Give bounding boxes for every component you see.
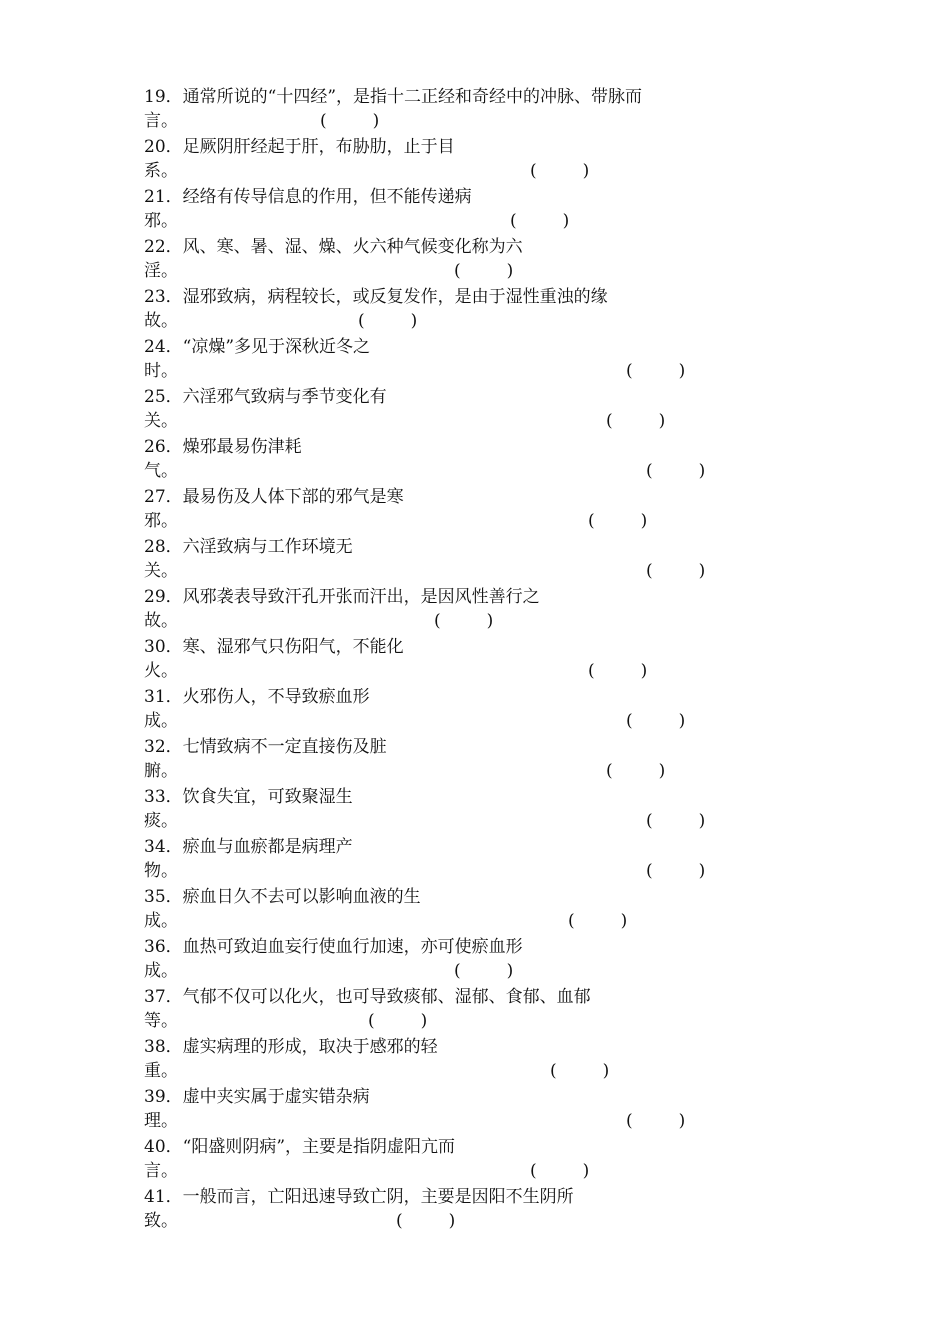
question-text: 23．湿邪致病，病程较长，或反复发作，是由于湿性重浊的缘 [144, 287, 608, 307]
answer-blank[interactable]: ( ) [626, 1111, 686, 1131]
question-40 [144, 1136, 744, 1186]
answer-blank[interactable]: ( ) [320, 111, 380, 131]
answer-blank[interactable]: ( ) [454, 261, 514, 281]
answer-blank[interactable]: ( ) [588, 511, 648, 531]
question-text: 38．虚实病理的形成，取决于感邪的轻 [144, 1037, 438, 1057]
question-26 [144, 436, 744, 486]
question-text: 40．“阳盛则阴病”，主要是指阴虚阳亢而 [144, 1137, 456, 1157]
answer-blank[interactable]: ( ) [358, 311, 418, 331]
question-tail: 时。 [144, 361, 178, 381]
question-tail: 关。 [144, 411, 178, 431]
question-21 [144, 186, 744, 236]
question-text: 20．足厥阴肝经起于肝，布胁肋，止于目 [144, 137, 455, 157]
question-41 [144, 1186, 744, 1236]
answer-blank[interactable]: ( ) [530, 1161, 590, 1181]
question-20 [144, 136, 744, 186]
question-text: 22．风、寒、暑、湿、燥、火六种气候变化称为六 [144, 237, 523, 257]
question-tail: 理。 [144, 1111, 178, 1131]
question-tail: 关。 [144, 561, 178, 581]
question-31 [144, 686, 744, 736]
answer-blank[interactable]: ( ) [626, 361, 686, 381]
question-28 [144, 536, 744, 586]
question-24 [144, 336, 744, 386]
question-text: 25．六淫邪气致病与季节变化有 [144, 387, 387, 407]
question-38 [144, 1036, 744, 1086]
question-tail: 腑。 [144, 761, 178, 781]
question-text: 26．燥邪最易伤津耗 [144, 437, 302, 457]
answer-blank[interactable]: ( ) [396, 1211, 456, 1231]
question-tail: 火。 [144, 661, 178, 681]
question-text: 28．六淫致病与工作环境无 [144, 537, 353, 557]
question-text: 34．瘀血与血瘀都是病理产 [144, 837, 353, 857]
question-tail: 故。 [144, 311, 178, 331]
question-25 [144, 386, 744, 436]
question-33 [144, 786, 744, 836]
question-text: 30．寒、湿邪气只伤阳气，不能化 [144, 637, 404, 657]
question-text: 33．饮食失宜，可致聚湿生 [144, 787, 353, 807]
question-34 [144, 836, 744, 886]
question-tail: 等。 [144, 1011, 178, 1031]
question-tail: 系。 [144, 161, 178, 181]
answer-blank[interactable]: ( ) [626, 711, 686, 731]
question-tail: 成。 [144, 911, 178, 931]
question-tail: 故。 [144, 611, 178, 631]
answer-blank[interactable]: ( ) [510, 211, 570, 231]
question-22 [144, 236, 744, 286]
answer-blank[interactable]: ( ) [368, 1011, 428, 1031]
answer-blank[interactable]: ( ) [550, 1061, 610, 1081]
answer-blank[interactable]: ( ) [588, 661, 648, 681]
question-text: 21．经络有传导信息的作用，但不能传递病 [144, 187, 472, 207]
question-tail: 致。 [144, 1211, 178, 1231]
answer-blank[interactable]: ( ) [434, 611, 494, 631]
answer-blank[interactable]: ( ) [646, 461, 706, 481]
question-tail: 痰。 [144, 811, 178, 831]
answer-blank[interactable]: ( ) [530, 161, 590, 181]
answer-blank[interactable]: ( ) [454, 961, 514, 981]
question-text: 29．风邪袭表导致汗孔开张而汗出，是因风性善行之 [144, 587, 540, 607]
answer-blank[interactable]: ( ) [646, 861, 706, 881]
question-32 [144, 736, 744, 786]
question-tail: 气。 [144, 461, 178, 481]
answer-blank[interactable]: ( ) [646, 561, 706, 581]
question-27 [144, 486, 744, 536]
question-text: 37．气郁不仅可以化火，也可导致痰郁、湿郁、食郁、血郁 [144, 987, 591, 1007]
question-36 [144, 936, 744, 986]
question-tail: 成。 [144, 961, 178, 981]
question-19 [144, 86, 744, 136]
question-35 [144, 886, 744, 936]
question-text: 27．最易伤及人体下部的邪气是寒 [144, 487, 404, 507]
answer-blank[interactable]: ( ) [568, 911, 628, 931]
question-tail: 邪。 [144, 211, 178, 231]
question-29 [144, 586, 744, 636]
question-tail: 邪。 [144, 511, 178, 531]
question-tail: 物。 [144, 861, 178, 881]
answer-blank[interactable]: ( ) [606, 761, 666, 781]
question-tail: 言。 [144, 111, 178, 131]
question-tail: 重。 [144, 1061, 178, 1081]
question-text: 35．瘀血日久不去可以影响血液的生 [144, 887, 421, 907]
question-37 [144, 986, 744, 1036]
question-text: 24．“凉燥”多见于深秋近冬之 [144, 337, 371, 357]
question-tail: 淫。 [144, 261, 178, 281]
question-text: 19．通常所说的“十四经”，是指十二正经和奇经中的冲脉、带脉而 [144, 87, 643, 107]
question-tail: 成。 [144, 711, 178, 731]
question-text: 31．火邪伤人，不导致瘀血形 [144, 687, 370, 707]
question-23 [144, 286, 744, 336]
answer-blank[interactable]: ( ) [606, 411, 666, 431]
question-text: 36．血热可致迫血妄行使血行加速，亦可使瘀血形 [144, 937, 523, 957]
answer-blank[interactable]: ( ) [646, 811, 706, 831]
question-tail: 言。 [144, 1161, 178, 1181]
question-text: 41．一般而言，亡阳迅速导致亡阴，主要是因阳不生阴所 [144, 1187, 574, 1207]
question-39 [144, 1086, 744, 1136]
question-text: 39．虚中夹实属于虚实错杂病 [144, 1087, 370, 1107]
question-text: 32．七情致病不一定直接伤及脏 [144, 737, 387, 757]
question-30 [144, 636, 744, 686]
